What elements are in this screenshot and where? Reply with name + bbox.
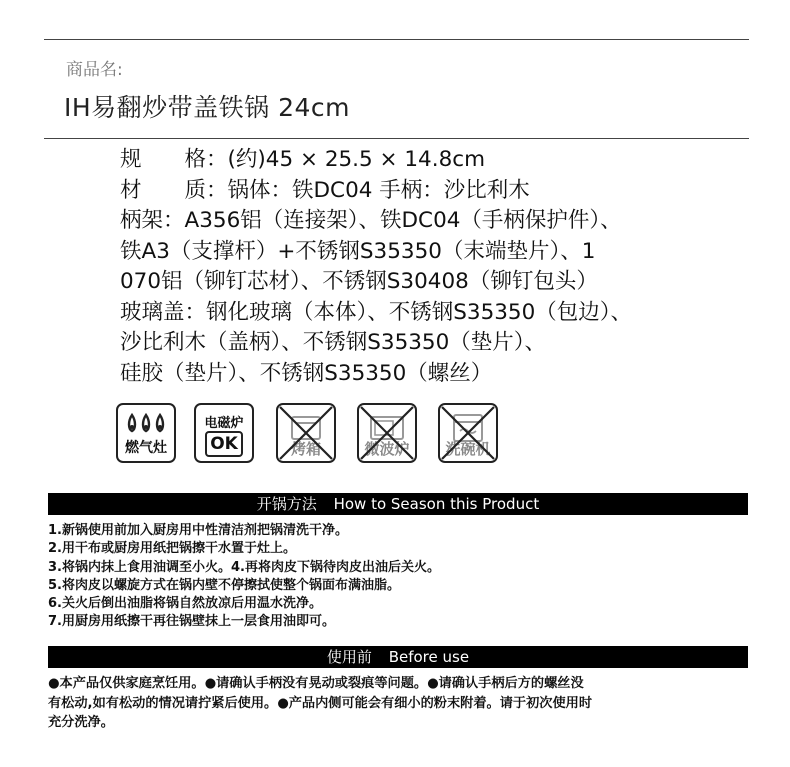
product-title: IH易翻炒带盖铁锅 24cm [64,93,351,122]
before-use-line: 充分洗净。 [48,715,114,730]
before-use-line: ●本产品仅供家庭烹饪用。●请确认手柄没有晃动或裂痕等问题。●请确认手柄后方的螺丝没 [48,676,584,691]
spec-list [120,145,760,389]
season-step: 3.将锅内抹上食用油调至小火。4.再将肉皮下锅待肉皮出油后关火。 [48,559,440,575]
induction-ok-text: OK [210,434,238,454]
dishwasher-label: 洗碗机 [445,440,491,458]
before-use-title-cn: 使用前 [326,648,372,666]
before-use-line: 有松动,如有松动的情况请拧紧后使用。●产品内侧可能会有细小的粉末附着。请于初次使用时 [48,695,593,711]
induction-ok-icon [194,403,254,463]
before-use-header-bar [48,646,748,668]
spec-glass-lid-cont: 沙比利木（盖柄）、不锈钢S35350（垫片）、 [120,330,547,355]
before-use-notes [48,674,753,733]
induction-ok-box [205,431,243,457]
dishwasher-prohibited-icon [438,403,498,463]
title-rule [44,138,749,139]
season-title-cn: 开锅方法 [256,495,317,513]
season-step: 7.用厨房用纸擦干再往锅壁抹上一层食用油即可。 [48,614,335,630]
gas-stove-icon [116,403,176,463]
spec-glass-lid-cont2: 硅胶（垫片）、不锈钢S35350（螺丝） [120,360,493,386]
product-name-label: 商品名: [66,60,123,80]
season-title-en: How to Season this Product [333,495,540,513]
season-step: 5.将肉皮以螺旋方式在锅内壁不停擦拭使整个锅面布满油脂。 [48,577,400,593]
season-step: 1.新锅使用前加入厨房用中性清洁剂把锅清洗干净。 [48,523,348,538]
season-step: 2.用干布或厨房用纸把锅擦干水置于灶上。 [48,541,296,557]
gas-stove-label: 燃气灶 [125,440,167,456]
spec-handle-frame-cont2: 070铝（铆钉芯材）、不锈钢S30408（铆钉包头） [120,269,598,294]
spec-handle-frame-cont: 铁A3（支撑杆）+不锈钢S35350（末端垫片）、1 [120,238,596,264]
spec-material: 材 质：锅体：铁DC04 手柄：沙比利木 [120,177,530,203]
spec-size: 规 格：(约)45 × 25.5 × 14.8cm [120,147,486,172]
microwave-label: 微波炉 [364,440,410,458]
spec-glass-lid: 玻璃盖：钢化玻璃（本体）、不锈钢S35350（包边）、 [120,299,633,325]
before-use-title-en: Before use [388,648,470,666]
oven-prohibited-icon [276,403,336,463]
season-step: 6.关火后倒出油脂将锅自然放凉后用温水洗净。 [48,596,322,612]
spec-handle-frame: 柄架：A356铝（连接架）、铁DC04（手柄保护件）、 [120,208,622,233]
top-rule [44,39,749,40]
induction-label: 电磁炉 [204,416,244,431]
oven-label: 烤箱 [290,440,321,458]
season-header-bar [48,493,748,515]
season-steps [48,522,758,632]
microwave-prohibited-icon [357,403,417,463]
